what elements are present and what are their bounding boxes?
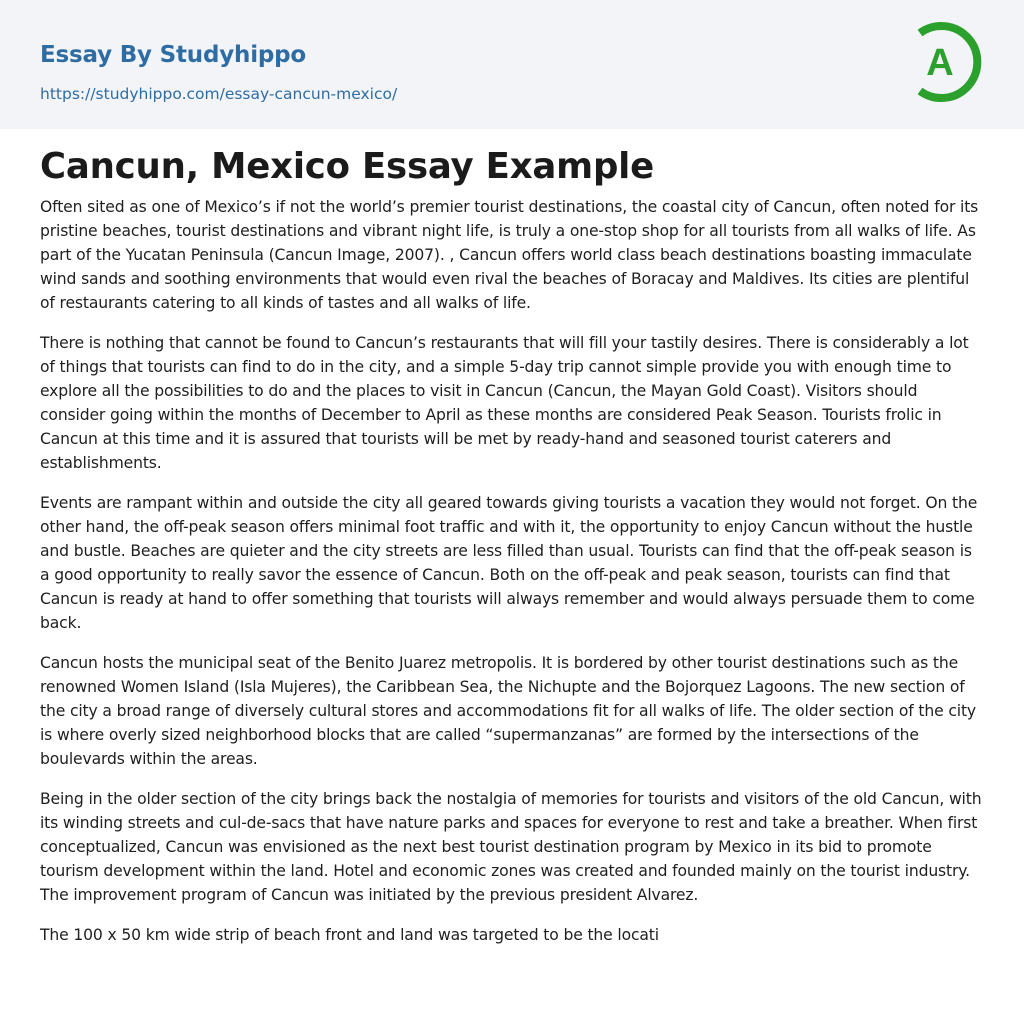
paragraph: Often sited as one of Mexico’s if not the world’s premier tourist destinations, the coastal city of Cancun, often noted for its pristine beaches, tourist destinations and vibrant night life, is truly a one-stop shop for all tourists from all walks of life. As part of the Yucatan Peninsula (Cancun Image, 2007). , Cancun offers world class beach destinations boasting immaculate wind sands and soothing environments that would even rival the beaches of Boracay and Maldives. Its cities are plentiful of restaurants catering to all kinds of tastes and all walks of life. — [40, 198, 979, 312]
studyhippo-logo-icon[interactable] — [908, 18, 990, 106]
paragraph: Events are rampant within and outside the city all geared towards giving tourists a vacation they would not forget. On the other hand, the off-peak season offers minimal foot traffic and with it, the opportunity to enjoy Cancun without the hustle and bustle. Beaches are quieter and the city streets are less filled than usual. Tourists can find that the off-peak season is a good opportunity to really savor the essence of Cancun. Both on the off-peak and peak season, tourists can find that Cancun is ready at hand to offer something that tourists will always remember and would always persuade them to come back. — [40, 494, 978, 632]
page-title: Cancun, Mexico Essay Example — [40, 146, 655, 187]
site-title[interactable]: Essay By Studyhippo — [40, 42, 307, 68]
paragraph: There is nothing that cannot be found to Cancun’s restaurants that will fill your tastily desires. There is considerably a lot of things that tourists can find to do in the city, and a simple 5-day trip cannot simple provide you with enough time to explore all the possibilities to do and the places to visit in Cancun (Cancun, the Mayan Gold Coast). Visitors should consider going within the months of December to April as these months are considered Peak Season. Tourists frolic in Cancun at this time and it is assured that tourists will be met by ready-hand and seasoned tourist caterers and establishments. — [40, 334, 969, 472]
essay-url-link[interactable]: https://studyhippo.com/essay-cancun-mexico/ — [40, 85, 398, 103]
logo-letter: A — [926, 42, 954, 84]
paragraph: Being in the older section of the city brings back the nostalgia of memories for tourists and visitors of the old Cancun, with its winding streets and cul-de-sacs that have nature parks and spaces for everyone to rest and take a breather. When first conceptualized, Cancun was envisioned as the next best tourist destination program by Mexico in its bid to promote tourism development within the land. Hotel and economic zones was created and founded mainly on the tourist industry. The improvement program of Cancun was initiated by the previous president Alvarez. — [40, 790, 982, 904]
article-body — [40, 195, 986, 963]
paragraph: The 100 x 50 km wide strip of beach front and land was targeted to be the locati — [40, 926, 659, 944]
paragraph: Cancun hosts the municipal seat of the Benito Juarez metropolis. It is bordered by other tourist destinations such as the renowned Women Island (Isla Mujeres), the Caribbean Sea, the Nichupte and the Bojorquez Lagoons. The new section of the city a broad range of diversely cultural stores and accommodations fit for all walks of life. The older section of the city is where overly sized neighborhood blocks that are called “supermanzanas” are formed by the intersections of the boulevards within the areas. — [40, 654, 977, 768]
